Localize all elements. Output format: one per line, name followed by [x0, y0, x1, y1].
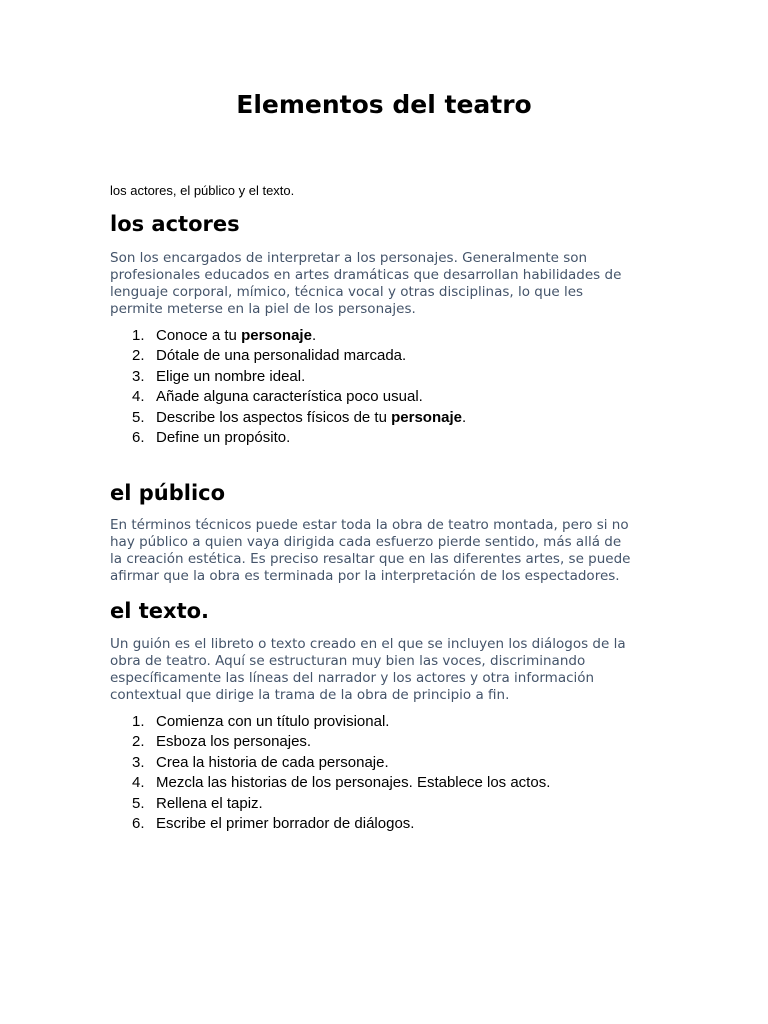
list-item-text: Conoce a tu: [156, 327, 242, 344]
list-item: [110, 814, 670, 834]
list-item: [110, 732, 670, 752]
list-item-number: 4.: [132, 388, 145, 406]
list-item-text: Describe los aspectos físicos de tu: [156, 408, 392, 426]
list-item-number: 2.: [132, 347, 145, 365]
intro-text: los actores, el público y el texto.: [110, 183, 295, 198]
list-item: [110, 794, 670, 814]
section-paragraph-actores: [110, 250, 670, 318]
list-item-number: 6.: [132, 428, 145, 446]
list-item: [110, 712, 670, 732]
section-heading-publico: el público: [110, 481, 226, 505]
list-item-text: Añade alguna característica poco usual.: [156, 388, 423, 406]
list-item-text-end: .: [461, 408, 467, 426]
paragraph-line: específicamente las líneas del narrador y los actores y otra información: [110, 670, 595, 686]
list-item-text: Dótale de una personalidad marcada.: [156, 347, 407, 365]
paragraph-line: obra de teatro. Aquí se estructuran muy bien las voces, discriminando: [110, 653, 586, 669]
list-item-text-end: .: [311, 327, 317, 344]
section-paragraph-publico: [110, 517, 670, 585]
section-heading-actores: los actores: [110, 212, 240, 236]
list-item-number: 1.: [132, 327, 145, 344]
list-item-text: Esboza los personajes.: [156, 733, 312, 751]
list-item-text: Rellena el tapiz.: [156, 794, 263, 812]
paragraph-line: lenguaje corporal, mímico, técnica vocal y otras disciplinas, lo que les: [110, 284, 584, 300]
list-item: [110, 753, 670, 773]
actores-numbered-list: [110, 326, 670, 448]
paragraph-line: En términos técnicos puede estar toda la obra de teatro montada, pero si no: [110, 517, 629, 533]
list-item-number: 6.: [132, 814, 145, 832]
list-item: [110, 387, 670, 407]
paragraph-line: la creación estética. Es preciso resaltar que en las diferentes artes, se puede: [110, 551, 631, 567]
list-item-number: 1.: [132, 713, 145, 730]
list-item-text: Comienza con un título provisional.: [156, 713, 390, 730]
list-item-text: Crea la historia de cada personaje.: [156, 753, 389, 771]
list-item: [110, 428, 670, 448]
list-item-number: 2.: [132, 733, 145, 751]
list-item: [110, 367, 670, 387]
paragraph-line: profesionales educados en artes dramáticas que desarrollan habilidades de: [110, 267, 622, 283]
list-item-text: Escribe el primer borrador de diálogos.: [156, 814, 415, 832]
list-item-bold-text: personaje: [391, 408, 462, 426]
list-item: [110, 773, 670, 793]
paragraph-line: hay público a quien vaya dirigida cada esfuerzo pierde sentido, más allá de: [110, 534, 622, 550]
list-item: [110, 326, 670, 346]
list-item-number: 4.: [132, 774, 145, 792]
list-item-number: 5.: [132, 794, 145, 812]
paragraph-line: afirmar que la obra es terminada por la interpretación de los espectadores.: [110, 568, 620, 584]
section-heading-texto: el texto.: [110, 599, 210, 623]
list-item-text: Mezcla las historias de los personajes. Establece los actos.: [156, 774, 551, 792]
list-item-number: 5.: [132, 408, 145, 426]
list-item-number: 3.: [132, 367, 145, 385]
paragraph-line: permite meterse en la piel de los personajes.: [110, 301, 416, 317]
list-item-bold-text: personaje: [241, 327, 312, 344]
paragraph-line: contextual que dirige la trama de la obra de principio a fin.: [110, 687, 510, 703]
list-item: [110, 346, 670, 366]
list-item: [110, 408, 670, 428]
paragraph-line: Un guión es el libreto o texto creado en el que se incluyen los diálogos de la: [110, 636, 626, 652]
list-item-text: Elige un nombre ideal.: [156, 367, 306, 385]
texto-numbered-list: [110, 712, 670, 834]
document-title: Elementos del teatro: [236, 90, 532, 119]
list-item-text: Define un propósito.: [156, 428, 291, 446]
paragraph-line: Son los encargados de interpretar a los personajes. Generalmente son: [110, 250, 588, 266]
list-item-number: 3.: [132, 753, 145, 771]
section-paragraph-texto: [110, 636, 670, 704]
